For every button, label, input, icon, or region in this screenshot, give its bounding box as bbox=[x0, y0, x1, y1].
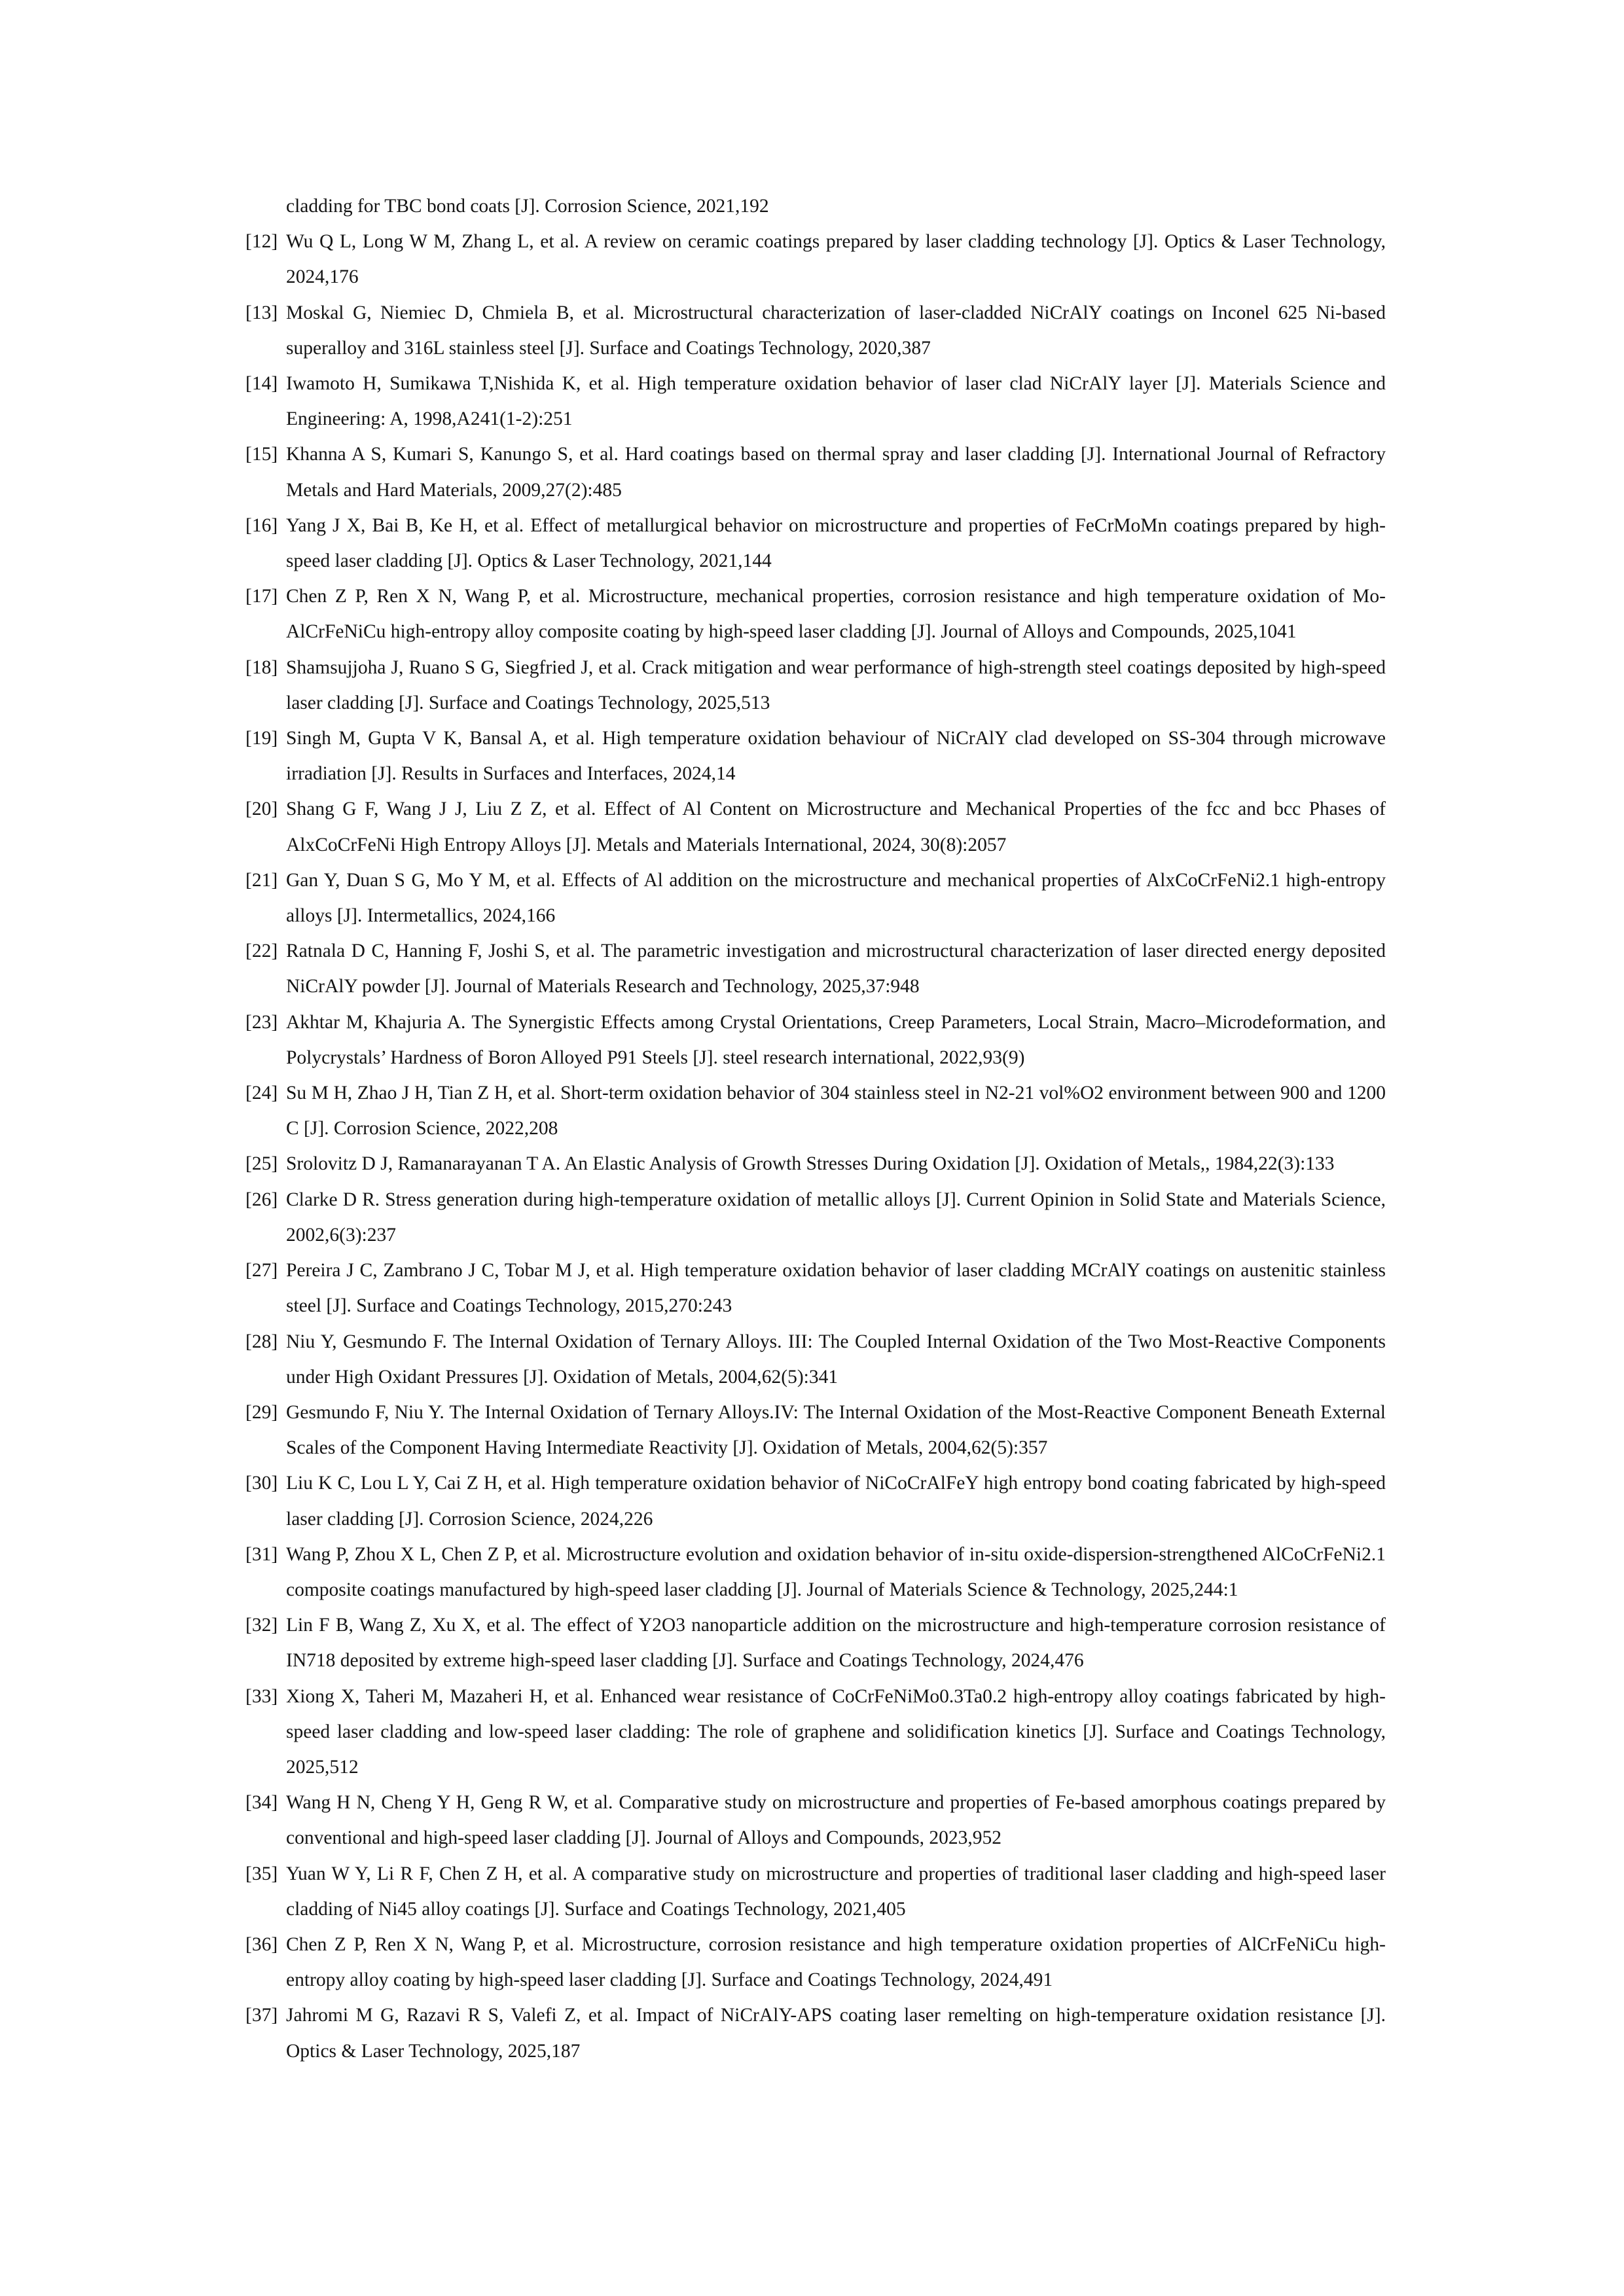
reference-text: Gesmundo F, Niu Y. The Internal Oxidation of Ternary Alloys.IV: The Internal Oxidation of the Most-Reactive Component Beneath External Scales of the Component Having Intermediate Reactivity [J]. Oxidation of Metals, 2004,62(5):357 bbox=[286, 1401, 1386, 1459]
reference-continuation: cladding for TBC bond coats [J]. Corrosion Science, 2021,192 bbox=[286, 196, 769, 217]
reference-entry bbox=[245, 1253, 1386, 1323]
reference-text: Khanna A S, Kumari S, Kanungo S, et al. Hard coatings based on thermal spray and laser cladding [J]. International Journal of Refractory Metals and Hard Materials, 2009,27(2):485 bbox=[286, 444, 1386, 501]
reference-entry bbox=[245, 1785, 1386, 1856]
reference-number: [26] bbox=[245, 1189, 278, 1210]
reference-entry bbox=[245, 721, 1386, 791]
reference-entry bbox=[245, 1182, 1386, 1253]
reference-number: [27] bbox=[245, 1260, 278, 1282]
reference-number: [35] bbox=[245, 1863, 278, 1884]
reference-text: Su M H, Zhao J H, Tian Z H, et al. Short-term oxidation behavior of 304 stainless steel in N2-21 vol%O2 environment between 900 and 1200 C [J]. Corrosion Science, 2022,208 bbox=[286, 1083, 1386, 1139]
reference-text: Lin F B, Wang Z, Xu X, et al. The effect of Y2O3 nanoparticle addition on the microstructure and high-temperature corrosion resistance of IN718 deposited by extreme high-speed laser cladding [J]. Surface and Coatings Technology, 2024,476 bbox=[286, 1615, 1386, 1672]
reference-entry bbox=[245, 1537, 1386, 1607]
reference-entry bbox=[245, 1607, 1386, 1678]
reference-list bbox=[245, 188, 1386, 2069]
reference-number: [30] bbox=[245, 1473, 278, 1494]
reference-entry bbox=[245, 366, 1386, 437]
reference-number: [36] bbox=[245, 1933, 278, 1955]
reference-entry bbox=[245, 1856, 1386, 1927]
reference-entry bbox=[245, 1998, 1386, 2068]
reference-text: Shamsujjoha J, Ruano S G, Siegfried J, et al. Crack mitigation and wear performance of high-strength steel coatings deposited by high-speed laser cladding [J]. Surface and Coatings Technology, 2025,513 bbox=[286, 656, 1386, 713]
reference-entry bbox=[245, 650, 1386, 721]
reference-text: Clarke D R. Stress generation during high-temperature oxidation of metallic alloys [J]. Current Opinion in Solid State and Materials Science, 2002,6(3):237 bbox=[286, 1189, 1386, 1246]
reference-number: [28] bbox=[245, 1331, 278, 1352]
reference-number: [32] bbox=[245, 1615, 278, 1636]
reference-number: [21] bbox=[245, 869, 278, 891]
reference-text: Xiong X, Taheri M, Mazaheri H, et al. Enhanced wear resistance of CoCrFeNiMo0.3Ta0.2 high-entropy alloy coatings fabricated by high-speed laser cladding and low-speed laser cladding: The role of graphene and solidification kinetics [J]. Surface and Coatings Technology, 2025,512 bbox=[286, 1685, 1386, 1778]
reference-text: Shang G F, Wang J J, Liu Z Z, et al. Effect of Al Content on Microstructure and Mechanical Properties of the fcc and bcc Phases of AlxCoCrFeNi High Entropy Alloys [J]. Metals and Materials International, 2024, 30(8):2057 bbox=[286, 798, 1386, 855]
reference-text: Yuan W Y, Li R F, Chen Z H, et al. A comparative study on microstructure and properties of traditional laser cladding and high-speed laser cladding of Ni45 alloy coatings [J]. Surface and Coatings Technology, 2021,405 bbox=[286, 1863, 1386, 1920]
reference-entry bbox=[245, 437, 1386, 507]
reference-text: Srolovitz D J, Ramanarayanan T A. An Elastic Analysis of Growth Stresses During Oxidation [J]. Oxidation of Metals,, 1984,22(3):133 bbox=[286, 1153, 1335, 1175]
reference-number: [22] bbox=[245, 941, 278, 962]
reference-entry bbox=[245, 224, 1386, 295]
reference-number: [13] bbox=[245, 302, 278, 323]
reference-number: [15] bbox=[245, 444, 278, 465]
reference-entry bbox=[245, 1465, 1386, 1536]
reference-number: [24] bbox=[245, 1083, 278, 1104]
reference-number: [23] bbox=[245, 1011, 278, 1033]
reference-number: [25] bbox=[245, 1153, 278, 1175]
reference-text: Liu K C, Lou L Y, Cai Z H, et al. High temperature oxidation behavior of NiCoCrAlFeY high entropy bond coating fabricated by high-speed laser cladding [J]. Corrosion Science, 2024,226 bbox=[286, 1473, 1386, 1530]
reference-number: [20] bbox=[245, 798, 278, 820]
reference-text: Chen Z P, Ren X N, Wang P, et al. Microstructure, corrosion resistance and high temperature oxidation properties of AlCrFeNiCu high-entropy alloy coating by high-speed laser cladding [J]. Surface and Coatings Technology, 2024,491 bbox=[286, 1933, 1386, 1991]
reference-number: [12] bbox=[245, 231, 278, 253]
reference-entry bbox=[245, 1075, 1386, 1146]
reference-entry bbox=[245, 1146, 1386, 1181]
reference-number: [37] bbox=[245, 2005, 278, 2026]
reference-number: [29] bbox=[245, 1401, 278, 1423]
reference-text: Pereira J C, Zambrano J C, Tobar M J, et al. High temperature oxidation behavior of laser cladding MCrAlY coatings on austenitic stainless steel [J]. Surface and Coatings Technology, 2015,270:243 bbox=[286, 1260, 1386, 1317]
reference-entry bbox=[245, 933, 1386, 1004]
reference-entry bbox=[245, 295, 1386, 366]
reference-entry bbox=[245, 1324, 1386, 1395]
reference-number: [33] bbox=[245, 1685, 278, 1707]
reference-text: Iwamoto H, Sumikawa T,Nishida K, et al. High temperature oxidation behavior of laser clad NiCrAlY layer [J]. Materials Science and Engineering: A, 1998,A241(1-2):251 bbox=[286, 373, 1386, 430]
reference-text: Jahromi M G, Razavi R S, Valefi Z, et al. Impact of NiCrAlY-APS coating laser remelting on high-temperature oxidation resistance [J]. Optics & Laser Technology, 2025,187 bbox=[286, 2005, 1386, 2062]
reference-entry bbox=[245, 1679, 1386, 1785]
reference-number: [14] bbox=[245, 373, 278, 395]
reference-entries bbox=[245, 224, 1386, 2069]
reference-entry bbox=[245, 1395, 1386, 1465]
reference-text: Gan Y, Duan S G, Mo Y M, et al. Effects of Al addition on the microstructure and mechanical properties of AlxCoCrFeNi2.1 high-entropy alloys [J]. Intermetallics, 2024,166 bbox=[286, 869, 1386, 927]
reference-number: [31] bbox=[245, 1543, 278, 1565]
reference-entry bbox=[245, 1005, 1386, 1075]
reference-entry bbox=[245, 791, 1386, 862]
reference-text: Wu Q L, Long W M, Zhang L, et al. A review on ceramic coatings prepared by laser cladding technology [J]. Optics & Laser Technology, 2024,176 bbox=[286, 231, 1386, 288]
reference-number: [18] bbox=[245, 656, 278, 678]
reference-entry bbox=[245, 863, 1386, 933]
reference-text: Singh M, Gupta V K, Bansal A, et al. High temperature oxidation behaviour of NiCrAlY clad developed on SS-304 through microwave irradiation [J]. Results in Surfaces and Interfaces, 2024,14 bbox=[286, 728, 1386, 785]
reference-text: Yang J X, Bai B, Ke H, et al. Effect of metallurgical behavior on microstructure and properties of FeCrMoMn coatings prepared by high-speed laser cladding [J]. Optics & Laser Technology, 2021,144 bbox=[286, 514, 1386, 572]
reference-number: [34] bbox=[245, 1792, 278, 1814]
reference-text: Wang P, Zhou X L, Chen Z P, et al. Microstructure evolution and oxidation behavior of in-situ oxide-dispersion-strengthened AlCoCrFeNi2.1 composite coatings manufactured by high-speed laser cladding [J]. Journal of Materials Science & Technology, 2025,244:1 bbox=[286, 1543, 1386, 1600]
reference-text: Chen Z P, Ren X N, Wang P, et al. Microstructure, mechanical properties, corrosion resistance and high temperature oxidation of Mo-AlCrFeNiCu high-entropy alloy composite coating by high-speed laser cladding [J]. Journal of Alloys and Compounds, 2025,1041 bbox=[286, 586, 1386, 643]
reference-number: [19] bbox=[245, 728, 278, 749]
reference-text: Moskal G, Niemiec D, Chmiela B, et al. Microstructural characterization of laser-cladded NiCrAlY coatings on Inconel 625 Ni-based superalloy and 316L stainless steel [J]. Surface and Coatings Technology, 2020,387 bbox=[286, 302, 1386, 359]
reference-text: Niu Y, Gesmundo F. The Internal Oxidation of Ternary Alloys. III: The Coupled Internal Oxidation of the Two Most-Reactive Components under High Oxidant Pressures [J]. Oxidation of Metals, 2004,62(5):341 bbox=[286, 1331, 1386, 1388]
reference-text: Wang H N, Cheng Y H, Geng R W, et al. Comparative study on microstructure and properties of Fe-based amorphous coatings prepared by conventional and high-speed laser cladding [J]. Journal of Alloys and Compounds, 2023,952 bbox=[286, 1792, 1386, 1849]
reference-entry bbox=[245, 508, 1386, 579]
reference-text: Akhtar M, Khajuria A. The Synergistic Effects among Crystal Orientations, Creep Parameters, Local Strain, Macro–Microdeformation, and Polycrystals’ Hardness of Boron Alloyed P91 Steels [J]. steel research international, 2022,93(9) bbox=[286, 1011, 1386, 1068]
reference-number: [16] bbox=[245, 514, 278, 536]
reference-entry bbox=[245, 579, 1386, 649]
reference-entry bbox=[245, 1927, 1386, 1998]
reference-text: Ratnala D C, Hanning F, Joshi S, et al. The parametric investigation and microstructural characterization of laser directed energy deposited NiCrAlY powder [J]. Journal of Materials Research and Technology, 2025,37:948 bbox=[286, 941, 1386, 997]
reference-number: [17] bbox=[245, 586, 278, 607]
